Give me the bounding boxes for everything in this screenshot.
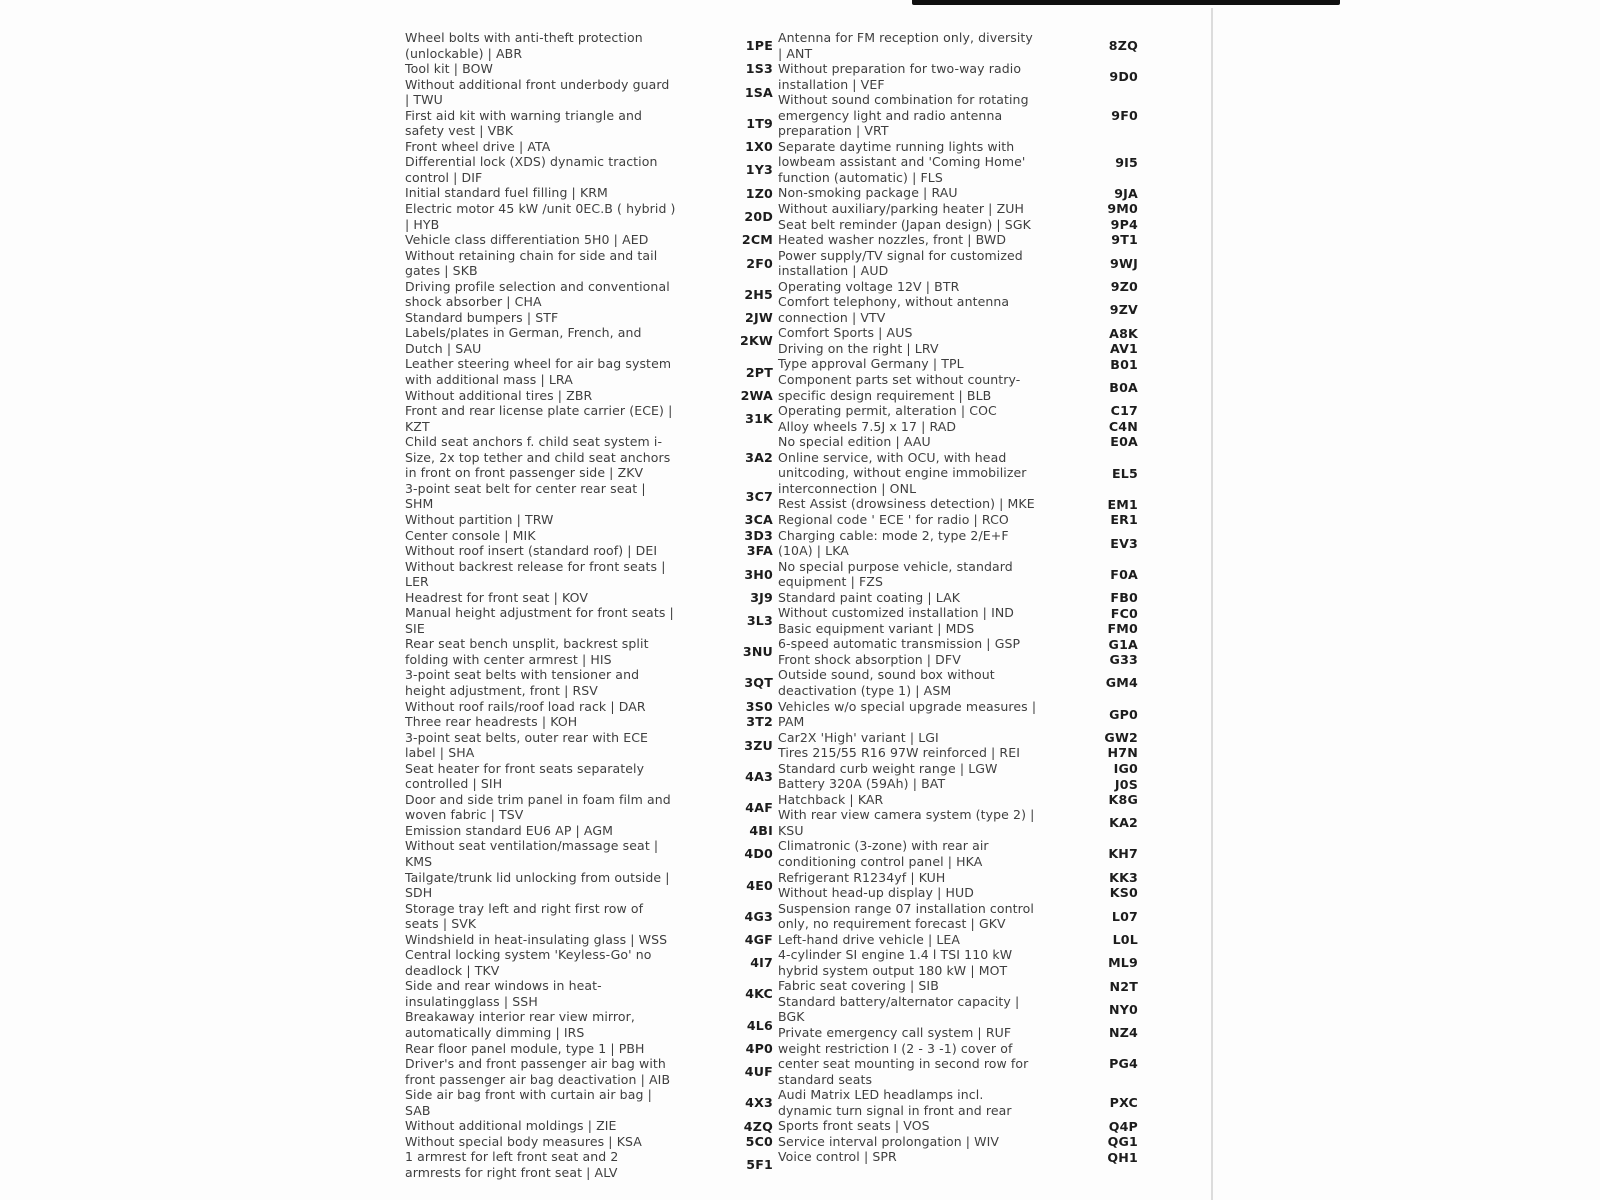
option-description: Power supply/TV signal for customized installation | AUD <box>778 247 1023 279</box>
option-code: 2KW <box>739 333 773 349</box>
option-code: PXC <box>1109 1095 1138 1111</box>
option-description: Initial standard fuel filling | KRM <box>405 185 608 201</box>
option-code: IG0 <box>1113 760 1138 776</box>
option-code: EL5 <box>1112 465 1138 481</box>
option-description: Regional code ' ECE ' for radio | RCO <box>778 511 1009 527</box>
option-description: Without additional tires | ZBR <box>405 387 593 403</box>
option-code: 3T2 <box>746 714 773 730</box>
option-code: 3NU <box>742 644 773 660</box>
option-code: KS0 <box>1109 885 1138 901</box>
option-description: Standard paint coating | LAK <box>778 589 961 605</box>
option-description: Sports front seats | VOS <box>778 1118 930 1134</box>
option-description: Without additional moldings | ZIE <box>405 1118 617 1134</box>
option-row <box>405 403 777 434</box>
option-row <box>778 1025 1142 1041</box>
option-code: NZ4 <box>1108 1025 1138 1041</box>
option-description: Operating voltage 12V | BTR <box>778 278 960 294</box>
option-row <box>405 325 777 356</box>
option-row <box>778 761 1142 777</box>
option-description: Left-hand drive vehicle | LEA <box>778 931 961 947</box>
option-row <box>405 1041 777 1057</box>
option-description: No special edition | AAU <box>778 434 931 450</box>
option-row <box>778 248 1142 279</box>
option-row <box>778 885 1142 901</box>
option-description: Labels/plates in German, French, and Dutch | SAU <box>405 325 642 356</box>
option-row <box>405 154 777 185</box>
option-code: 4D0 <box>744 846 773 862</box>
option-code: 4P0 <box>745 1040 773 1056</box>
option-code: 9WJ <box>1110 255 1138 271</box>
option-row <box>405 481 777 512</box>
option-description: Voice control | SPR <box>778 1149 897 1165</box>
option-code: 3D3 <box>744 527 773 543</box>
option-code: 9T1 <box>1111 232 1138 248</box>
option-description: Operating permit, alteration | COC <box>778 403 997 419</box>
option-row <box>405 248 777 279</box>
option-row <box>405 1009 777 1040</box>
option-description: Without preparation for two-way radio installation | VEF <box>778 61 1022 92</box>
option-description: Hatchback | KAR <box>778 791 884 807</box>
option-code: EV3 <box>1110 535 1138 551</box>
option-description: Breakaway interior rear view mirror, automatically dimming | IRS <box>405 1009 635 1040</box>
option-description: Three rear headrests | KOH <box>405 714 578 730</box>
option-row <box>778 870 1142 886</box>
option-code: 1T9 <box>746 115 773 131</box>
option-description: No special purpose vehicle, standard equipment | FZS <box>778 558 1013 590</box>
option-code: 1Y3 <box>745 162 773 178</box>
option-row <box>778 1149 1142 1165</box>
option-description: Wheel bolts with anti-theft protection (unlockable) | ABR <box>405 30 643 61</box>
option-description: 1 armrest for left front seat and 2 armrests for right front seat | ALV <box>405 1149 619 1180</box>
option-code: N2T <box>1109 978 1138 994</box>
option-code: 9P4 <box>1110 216 1138 232</box>
option-description: Standard curb weight range | LGW <box>778 760 998 776</box>
option-code: 31K <box>745 411 773 427</box>
option-description: Front and rear license plate carrier (ECE) | KZT <box>405 403 673 434</box>
option-description: Without special body measures | KSA <box>405 1133 642 1149</box>
option-description: Storage tray left and right first row of seats | SVK <box>405 900 644 932</box>
option-description: With rear view camera system (type 2) | KSU <box>778 807 1035 838</box>
option-row <box>405 1118 777 1134</box>
option-code: G33 <box>1109 652 1138 668</box>
option-code: GM4 <box>1105 675 1138 691</box>
option-row <box>405 77 777 108</box>
option-description: Driving on the right | LRV <box>778 340 939 356</box>
option-code: 1PE <box>745 38 773 54</box>
option-code: 2CM <box>741 232 773 248</box>
option-description: Manual height adjustment for front seats | SIE <box>405 605 674 636</box>
option-row <box>778 61 1142 92</box>
option-description: Rest Assist (drowsiness detection) | MKE <box>778 496 1035 512</box>
option-code: 9D0 <box>1109 69 1138 85</box>
option-code: EM1 <box>1107 496 1138 512</box>
option-description: Driving profile selection and conventional shock absorber | CHA <box>405 278 670 310</box>
option-row <box>405 232 777 248</box>
option-description: Battery 320A (59Ah) | BAT <box>778 776 946 792</box>
option-code: 4AF <box>745 799 773 815</box>
option-row <box>405 434 777 481</box>
option-description: Comfort telephony, without antenna connection | VTV <box>778 294 1010 325</box>
option-code: 3ZU <box>744 737 773 753</box>
option-description: 3-point seat belts with tensioner and height adjustment, front | RSV <box>405 667 640 698</box>
option-description: Emission standard EU6 AP | AGM <box>405 822 614 838</box>
option-description: 3-point seat belt for center rear seat | SHM <box>405 480 646 512</box>
option-row <box>778 92 1142 139</box>
option-row <box>405 605 777 636</box>
option-code: FB0 <box>1110 589 1138 605</box>
option-row <box>778 279 1142 295</box>
option-row <box>778 605 1142 621</box>
option-description: Headrest for front seat | KOV <box>405 589 589 605</box>
option-row <box>778 30 1142 61</box>
option-description: Tailgate/trunk lid unlocking from outside | SDH <box>405 869 670 901</box>
option-row <box>778 807 1142 838</box>
option-row <box>778 356 1142 372</box>
option-code: 5C0 <box>745 1134 773 1150</box>
option-code: 3FA <box>746 543 773 559</box>
option-code: 3C7 <box>745 488 773 504</box>
option-row <box>778 450 1142 497</box>
option-row <box>778 325 1142 341</box>
option-row <box>405 590 777 606</box>
option-description: Suspension range 07 installation control only, no requirement forecast | GKV <box>778 900 1034 932</box>
option-description: Side air bag front with curtain air bag | SAB <box>405 1087 652 1118</box>
option-row <box>405 667 777 698</box>
option-code: 4I7 <box>750 955 773 971</box>
option-code: FM0 <box>1107 621 1138 637</box>
option-code: KH7 <box>1108 846 1138 862</box>
option-row <box>778 699 1142 730</box>
option-row <box>405 823 777 839</box>
option-code: 1S3 <box>745 61 773 77</box>
option-code: 1Z0 <box>745 185 773 201</box>
option-code: 4ZQ <box>743 1118 773 1134</box>
option-row <box>778 496 1142 512</box>
option-description: Side and rear windows in heat-insulatingglass | SSH <box>405 978 602 1009</box>
option-code: 9I5 <box>1115 154 1138 170</box>
option-code: 3H0 <box>744 566 773 582</box>
option-code: 3S0 <box>745 698 773 714</box>
option-code: 9JA <box>1114 185 1138 201</box>
option-description: Central locking system 'Keyless-Go' no deadlock | TKV <box>405 947 652 978</box>
option-row <box>405 932 777 948</box>
option-code: 5F1 <box>746 1157 773 1173</box>
option-description: Without auxiliary/parking heater | ZUH <box>778 201 1024 217</box>
option-row <box>778 792 1142 808</box>
option-description: Heated washer nozzles, front | BWD <box>778 232 1007 248</box>
option-code: ER1 <box>1110 512 1138 528</box>
equipment-list-right <box>778 30 1142 1165</box>
option-code: A8K <box>1109 325 1138 341</box>
equipment-list-left <box>405 30 777 1180</box>
option-description: Vehicles w/o special upgrade measures | PAM <box>778 698 1037 730</box>
option-description: Seat belt reminder (Japan design) | SGK <box>778 216 1031 232</box>
option-row <box>405 636 777 667</box>
option-description: Standard bumpers | STF <box>405 309 559 325</box>
option-description: Climatronic (3-zone) with rear air conditioning control panel | HKA <box>778 838 989 869</box>
option-description: 3-point seat belts, outer rear with ECE label | SHA <box>405 729 649 761</box>
option-row <box>778 932 1142 948</box>
option-code: GW2 <box>1104 729 1138 745</box>
option-row <box>778 776 1142 792</box>
option-row <box>778 559 1142 590</box>
option-code: B01 <box>1110 356 1138 372</box>
option-row <box>405 901 777 932</box>
option-description: Center console | MIK <box>405 527 536 543</box>
option-row <box>405 30 777 61</box>
option-code: 4GF <box>744 931 773 947</box>
page-edge-line <box>1211 8 1213 1200</box>
option-code: 2H5 <box>744 286 773 302</box>
option-description: 4-cylinder SI engine 1.4 l TSI 110 kW hybrid system output 180 kW | MOT <box>778 947 1013 978</box>
option-row <box>405 528 777 544</box>
option-row <box>405 512 777 528</box>
option-row <box>405 761 777 792</box>
option-description: Alloy wheels 7.5J x 17 | RAD <box>778 418 957 434</box>
option-row <box>778 636 1142 652</box>
option-row <box>405 279 777 310</box>
option-code: NY0 <box>1108 1001 1138 1017</box>
option-row <box>778 590 1142 606</box>
option-code: QG1 <box>1107 1134 1138 1150</box>
option-description: Door and side trim panel in foam film and woven fabric | TSV <box>405 791 671 823</box>
option-description: Private emergency call system | RUF <box>778 1025 1012 1040</box>
option-code: 4G3 <box>744 908 773 924</box>
option-row <box>405 1149 777 1180</box>
option-code: L07 <box>1111 908 1138 924</box>
option-description: Without customized installation | IND <box>778 605 1015 621</box>
option-code: 4UF <box>744 1064 773 1080</box>
option-description: Tires 215/55 R16 97W reinforced | REI <box>778 745 1021 761</box>
option-row <box>778 745 1142 761</box>
option-row <box>778 403 1142 419</box>
option-row <box>778 372 1142 403</box>
option-code: 4KC <box>745 986 773 1002</box>
option-code: L0L <box>1112 931 1138 947</box>
option-code: KA2 <box>1109 815 1138 831</box>
option-code: 3CA <box>744 512 773 528</box>
option-row <box>778 139 1142 186</box>
option-description: Without partition | TRW <box>405 511 554 527</box>
option-row <box>405 870 777 901</box>
option-row <box>405 356 777 387</box>
option-row <box>405 730 777 761</box>
option-code: 3QT <box>744 675 773 691</box>
option-code: 8ZQ <box>1108 38 1138 54</box>
option-row <box>778 294 1142 325</box>
option-description: Audi Matrix LED headlamps incl. dynamic turn signal in front and rear <box>778 1087 1012 1118</box>
option-row <box>405 108 777 139</box>
option-row <box>778 217 1142 233</box>
option-code: KK3 <box>1109 869 1138 885</box>
option-description: Without sound combination for rotating emergency light and radio antenna preparation | VRT <box>778 92 1029 139</box>
option-row <box>778 838 1142 869</box>
option-description: Front shock absorption | DFV <box>778 651 961 667</box>
option-description: Car2X 'High' variant | LGI <box>778 729 939 745</box>
option-code: 2PT <box>745 364 773 380</box>
option-description: Fabric seat covering | SIB <box>778 978 939 994</box>
option-row <box>405 1134 777 1150</box>
option-row <box>405 543 777 559</box>
option-code: 4X3 <box>745 1095 773 1111</box>
option-row <box>778 730 1142 746</box>
option-description: Leather steering wheel for air bag system with additional mass | LRA <box>405 356 672 388</box>
scan-artifact-top <box>912 0 1340 5</box>
option-row <box>778 201 1142 217</box>
option-row <box>405 1087 777 1118</box>
option-description: Type approval Germany | TPL <box>778 356 964 372</box>
option-row <box>778 512 1142 528</box>
option-code: C4N <box>1108 418 1138 434</box>
option-code: 3J9 <box>750 589 773 605</box>
option-row <box>778 667 1142 698</box>
option-row <box>778 994 1142 1025</box>
option-row <box>778 978 1142 994</box>
option-code: G1A <box>1108 636 1138 652</box>
option-row <box>778 1118 1142 1134</box>
option-description: Without seat ventilation/massage seat | KMS <box>405 838 659 869</box>
option-row <box>405 388 777 404</box>
option-row <box>405 310 777 326</box>
option-code: 9F0 <box>1111 108 1138 123</box>
option-code: PG4 <box>1109 1056 1138 1072</box>
option-code: 2JW <box>745 310 773 326</box>
option-code: K8G <box>1108 792 1138 808</box>
option-row <box>405 714 777 730</box>
option-description: Without additional front underbody guard | TWU <box>405 76 670 108</box>
option-description: Online service, with OCU, with head unitcoding, without engine immobilizer interconnection | ONL <box>778 449 1027 496</box>
option-row <box>405 61 777 77</box>
option-row <box>405 1056 777 1087</box>
option-code: E0A <box>1110 434 1138 450</box>
option-description: Child seat anchors f. child seat system i-Size, 2x top tether and child seat anchors in front on front passenger side | ZKV <box>405 434 671 481</box>
option-row <box>778 185 1142 201</box>
option-code: QH1 <box>1107 1149 1138 1165</box>
option-code: 1SA <box>744 84 773 100</box>
option-row <box>405 201 777 232</box>
option-code: B0A <box>1109 380 1138 396</box>
option-row <box>405 559 777 590</box>
option-code: 4E0 <box>746 877 773 893</box>
option-description: 6-speed automatic transmission | GSP <box>778 636 1021 652</box>
option-description: Component parts set without country-specific design requirement | BLB <box>778 372 1021 403</box>
option-description: Non-smoking package | RAU <box>778 185 958 201</box>
option-row <box>778 652 1142 668</box>
option-description: Vehicle class differentiation 5H0 | AED <box>405 232 649 248</box>
option-code: FC0 <box>1110 605 1138 621</box>
option-code: 2WA <box>740 387 773 403</box>
option-row <box>778 528 1142 559</box>
option-code: H7N <box>1107 745 1138 761</box>
option-code: Q4P <box>1108 1118 1138 1134</box>
option-code: 9Z0 <box>1110 279 1138 295</box>
option-description: Without roof insert (standard roof) | DEI <box>405 543 658 559</box>
option-code: J0S <box>1114 776 1138 792</box>
option-description: Comfort Sports | AUS <box>778 325 913 341</box>
option-code: 2F0 <box>746 255 773 271</box>
option-row <box>405 978 777 1009</box>
option-code: ML9 <box>1108 955 1138 971</box>
option-code: 20D <box>744 209 773 225</box>
option-row <box>778 947 1142 978</box>
option-row <box>405 792 777 823</box>
option-description: Service interval prolongation | WIV <box>778 1133 1000 1149</box>
option-code: 1X0 <box>745 139 773 155</box>
option-code: AV1 <box>1109 341 1138 357</box>
option-description: Without head-up display | HUD <box>778 885 974 901</box>
option-row <box>778 1134 1142 1150</box>
option-description: Rear seat bench unsplit, backrest split folding with center armrest | HIS <box>405 636 649 667</box>
option-code: 9ZV <box>1109 302 1138 318</box>
option-description: weight restriction I (2 - 3 -1) cover of center seat mounting in second row for standard seats <box>778 1040 1029 1087</box>
option-description: Basic equipment variant | MDS <box>778 620 975 636</box>
option-description: Antenna for FM reception only, diversity | ANT <box>778 30 1033 61</box>
option-description: Front wheel drive | ATA <box>405 138 551 154</box>
option-row <box>778 1041 1142 1088</box>
option-row <box>778 434 1142 450</box>
option-row <box>405 185 777 201</box>
option-row <box>778 621 1142 637</box>
option-description: Refrigerant R1234yf | KUH <box>778 869 946 885</box>
option-code: 3L3 <box>746 613 773 629</box>
option-description: Electric motor 45 kW /unit 0EC.B ( hybrid ) | HYB <box>405 201 676 232</box>
option-row <box>778 232 1142 248</box>
option-description: Without roof rails/roof load rack | DAR <box>405 698 646 714</box>
option-description: Differential lock (XDS) dynamic traction control | DIF <box>405 154 658 185</box>
option-description: Separate daytime running lights with lowbeam assistant and 'Coming Home' function (automatic) | FLS <box>778 138 1026 185</box>
option-description: Seat heater for front seats separately controlled | SIH <box>405 760 645 792</box>
option-row <box>405 699 777 715</box>
option-description: First aid kit with warning triangle and safety vest | VBK <box>405 107 643 139</box>
option-description: Without backrest release for front seats | LER <box>405 558 666 590</box>
option-code: 9M0 <box>1107 201 1138 217</box>
option-code: C17 <box>1110 403 1138 419</box>
option-row <box>405 838 777 869</box>
option-description: Windshield in heat-insulating glass | WSS <box>405 931 668 947</box>
option-code: 3A2 <box>745 450 773 466</box>
option-code: F0A <box>1110 566 1138 582</box>
option-row <box>778 1087 1142 1118</box>
option-description: Without retaining chain for side and tail gates | SKB <box>405 247 658 279</box>
option-code: 4A3 <box>745 768 773 784</box>
option-row <box>778 419 1142 435</box>
option-description: Tool kit | BOW <box>405 61 493 77</box>
option-description: Standard battery/alternator capacity | BGK <box>778 993 1020 1025</box>
option-description: Charging cable: mode 2, type 2/E+F (10A) | LKA <box>778 527 1009 559</box>
option-description: Rear floor panel module, type 1 | PBH <box>405 1040 645 1056</box>
option-code: GP0 <box>1109 706 1138 722</box>
option-row <box>405 947 777 978</box>
option-description: Driver's and front passenger air bag with front passenger air bag deactivation | AIB <box>405 1056 671 1087</box>
option-code: 4L6 <box>746 1017 773 1033</box>
option-description: Outside sound, sound box without deactivation (type 1) | ASM <box>778 667 995 698</box>
option-row <box>778 341 1142 357</box>
option-code: 4BI <box>749 823 773 839</box>
option-row <box>405 139 777 155</box>
option-row <box>778 901 1142 932</box>
